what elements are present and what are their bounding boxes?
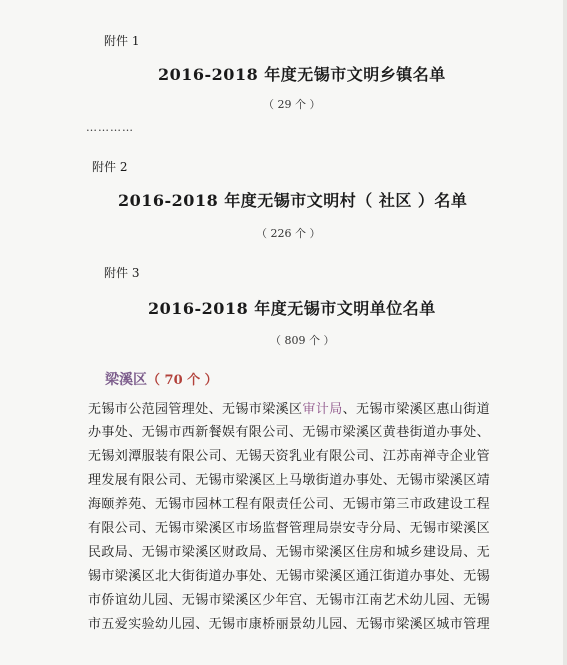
district-heading (105, 369, 218, 389)
district-count: （ 70 个 ） (147, 373, 218, 388)
attachment-2-label: 附件 2 (92, 160, 128, 174)
list-line: 市侨谊幼儿园、无锡市梁溪区少年宫、无锡市江南艺术幼儿园、无锡 (88, 593, 491, 608)
page-edge (563, 0, 567, 665)
attachment-3-title: 2016-2018 年度无锡市文明单位名单 (148, 299, 436, 318)
list-line: 办事处、无锡市西新餐娱有限公司、无锡市梁溪区黄巷街道办事处、 (88, 425, 491, 440)
list-line: 理发展有限公司、无锡市梁溪区上马墩街道办事处、无锡市梁溪区靖 (88, 473, 491, 488)
attachment-1-label: 附件 1 (104, 34, 140, 48)
attachment-3-count: （ 809 个 ） (270, 334, 335, 347)
district-name: 梁溪区 (105, 372, 147, 388)
attachment-1-count: （ 29 个 ） (263, 98, 321, 111)
attachment-1-title: 2016-2018 年度无锡市文明乡镇名单 (158, 65, 446, 84)
attachment-2-title: 2016-2018 年度无锡市文明村（ 社区 ）名单 (118, 191, 468, 210)
list-line: 无锡市公范园管理处、无锡市梁溪区审计局、无锡市梁溪区惠山街道 (88, 402, 491, 417)
list-line: 海颐养苑、无锡市园林工程有限责任公司、无锡市第三市政建设工程 (88, 497, 491, 512)
attachment-3-label: 附件 3 (104, 266, 140, 280)
ellipsis-1: ………… (86, 121, 134, 134)
list-line: 锡市梁溪区北大街街道办事处、无锡市梁溪区通江街道办事处、无锡 (88, 569, 491, 584)
attachment-2-count: （ 226 个 ） (256, 227, 321, 240)
list-line: 市五爱实验幼儿园、无锡市康桥丽景幼儿园、无锡市梁溪区城市管理 (88, 617, 491, 632)
list-line: 有限公司、无锡市梁溪区市场监督管理局崇安寺分局、无锡市梁溪区 (88, 521, 491, 536)
list-line: 民政局、无锡市梁溪区财政局、无锡市梁溪区住房和城乡建设局、无 (88, 545, 491, 560)
list-line: 无锡刘潭服装有限公司、无锡天资乳业有限公司、江苏南禅寺企业管 (88, 449, 491, 464)
